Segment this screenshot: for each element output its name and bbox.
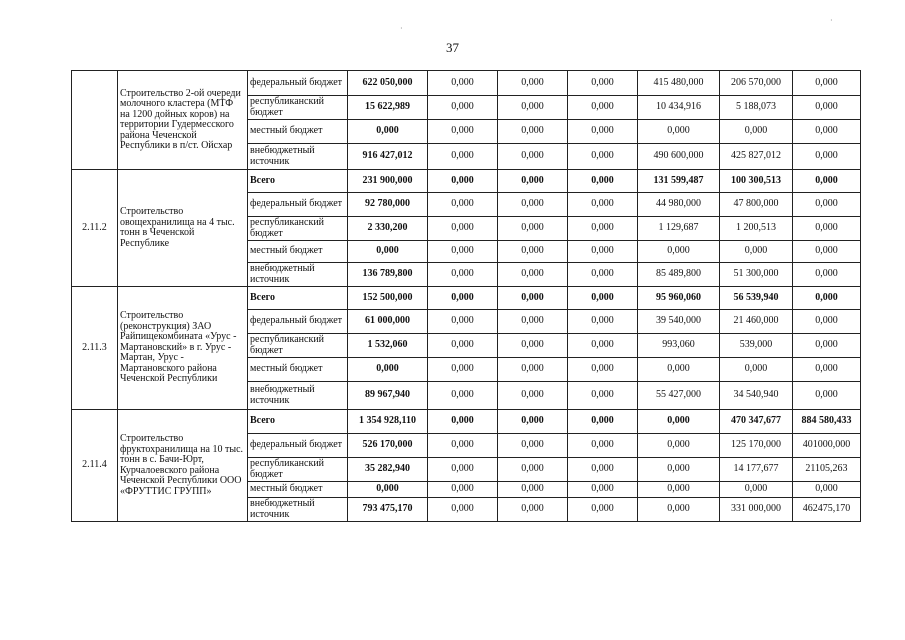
amount-cell: 0,000 [568,217,638,241]
amount-cell: 44 980,000 [638,193,720,217]
amount-cell: 0,000 [428,482,498,498]
project-name: Строительство фруктохранилища на 10 тыс. тонн в с. Бачи-Юрт, Курчалоевского района Чеченской Республики ООО «ФРУТТИС ГРУПП» [118,410,248,522]
funding-source-label: внебюджетный источник [248,144,348,170]
amount-cell: 0,000 [428,241,498,263]
amount-cell: 884 580,433 [793,410,861,434]
amount-cell: 95 960,060 [638,287,720,310]
amount-cell: 0,000 [568,144,638,170]
amount-cell: 0,000 [568,410,638,434]
amount-cell: 425 827,012 [720,144,793,170]
table-row [72,170,861,193]
table-row [72,410,861,434]
amount-cell: 0,000 [568,241,638,263]
amount-cell: 35 282,940 [348,458,428,482]
amount-cell: 0,000 [568,498,638,522]
amount-cell: 0,000 [793,144,861,170]
amount-cell: 331 000,000 [720,498,793,522]
funding-source-label: внебюджетный источник [248,382,348,410]
funding-source-label: местный бюджет [248,120,348,144]
amount-cell: 21105,263 [793,458,861,482]
amount-cell: 0,000 [498,310,568,334]
amount-cell: 916 427,012 [348,144,428,170]
amount-cell: 0,000 [568,334,638,358]
amount-cell: 39 540,000 [638,310,720,334]
amount-cell: 0,000 [428,287,498,310]
project-code: 2.11.4 [72,410,118,522]
funding-source-label: внебюджетный источник [248,263,348,287]
amount-cell: 0,000 [568,263,638,287]
table-row [72,71,861,96]
amount-cell: 0,000 [498,287,568,310]
amount-cell: 0,000 [568,310,638,334]
amount-cell: 0,000 [568,71,638,96]
amount-cell: 0,000 [568,193,638,217]
project-name: Строительство (реконструкция) ЗАО Райпищекомбината «Урус - Мартановский» в г. Урус - Мартан, Урус - Мартановского района Чеченской Республики [118,287,248,410]
amount-cell: 0,000 [568,434,638,458]
amount-cell: 0,000 [428,498,498,522]
amount-cell: 622 050,000 [348,71,428,96]
amount-cell: 0,000 [498,498,568,522]
amount-cell: 0,000 [720,482,793,498]
amount-cell: 0,000 [568,96,638,120]
amount-cell: 0,000 [498,193,568,217]
funding-source-label: республиканский бюджет [248,458,348,482]
scan-speck: · [830,16,833,25]
funding-source-label: местный бюджет [248,482,348,498]
amount-cell: 0,000 [348,120,428,144]
amount-cell: 0,000 [498,434,568,458]
funding-source-label: федеральный бюджет [248,434,348,458]
funding-source-label: федеральный бюджет [248,193,348,217]
funding-source-label: федеральный бюджет [248,310,348,334]
amount-cell: 10 434,916 [638,96,720,120]
amount-cell: 0,000 [793,287,861,310]
table-row [72,287,861,310]
amount-cell: 415 480,000 [638,71,720,96]
amount-cell: 1 354 928,110 [348,410,428,434]
amount-cell: 462475,170 [793,498,861,522]
funding-source-label: республиканский бюджет [248,96,348,120]
amount-cell: 0,000 [720,120,793,144]
amount-cell: 0,000 [720,358,793,382]
amount-cell: 21 460,000 [720,310,793,334]
amount-cell: 0,000 [428,434,498,458]
funding-source-label: республиканский бюджет [248,217,348,241]
page-number: 37 [446,40,459,55]
amount-cell: 0,000 [638,458,720,482]
amount-cell: 0,000 [428,96,498,120]
amount-cell: 0,000 [793,241,861,263]
amount-cell: 152 500,000 [348,287,428,310]
amount-cell: 0,000 [498,241,568,263]
amount-cell: 0,000 [568,120,638,144]
amount-cell: 61 000,000 [348,310,428,334]
amount-cell: 0,000 [428,410,498,434]
amount-cell: 0,000 [498,263,568,287]
amount-cell: 0,000 [348,241,428,263]
amount-cell: 526 170,000 [348,434,428,458]
amount-cell: 5 188,073 [720,96,793,120]
amount-cell: 0,000 [428,71,498,96]
funding-source-label: внебюджетный источник [248,498,348,522]
amount-cell: 0,000 [793,120,861,144]
amount-cell: 0,000 [498,217,568,241]
amount-cell: 15 622,989 [348,96,428,120]
amount-cell: 0,000 [498,382,568,410]
amount-cell: 1 532,060 [348,334,428,358]
amount-cell: 0,000 [428,120,498,144]
amount-cell: 0,000 [498,144,568,170]
budget-table [71,70,861,522]
amount-cell: 0,000 [348,358,428,382]
amount-cell: 100 300,513 [720,170,793,193]
amount-cell: 0,000 [793,96,861,120]
amount-cell: 490 600,000 [638,144,720,170]
amount-cell: 0,000 [793,170,861,193]
amount-cell: 0,000 [793,334,861,358]
amount-cell: 0,000 [568,458,638,482]
amount-cell: 401000,000 [793,434,861,458]
amount-cell: 0,000 [793,71,861,96]
amount-cell: 125 170,000 [720,434,793,458]
funding-source-label: федеральный бюджет [248,71,348,96]
amount-cell: 0,000 [428,334,498,358]
funding-source-label: Всего [248,170,348,193]
amount-cell: 0,000 [428,310,498,334]
amount-cell: 0,000 [428,358,498,382]
amount-cell: 0,000 [793,193,861,217]
amount-cell: 0,000 [793,358,861,382]
amount-cell: 0,000 [498,96,568,120]
amount-cell: 0,000 [793,310,861,334]
amount-cell: 0,000 [498,458,568,482]
amount-cell: 0,000 [498,410,568,434]
amount-cell: 0,000 [428,193,498,217]
funding-source-label: местный бюджет [248,358,348,382]
amount-cell: 14 177,677 [720,458,793,482]
funding-source-label: местный бюджет [248,241,348,263]
amount-cell: 0,000 [428,144,498,170]
amount-cell: 0,000 [428,382,498,410]
amount-cell: 51 300,000 [720,263,793,287]
amount-cell: 34 540,940 [720,382,793,410]
amount-cell: 2 330,200 [348,217,428,241]
amount-cell: 0,000 [793,382,861,410]
amount-cell: 47 800,000 [720,193,793,217]
amount-cell: 0,000 [498,482,568,498]
amount-cell: 0,000 [498,71,568,96]
amount-cell: 0,000 [793,482,861,498]
amount-cell: 0,000 [428,217,498,241]
amount-cell: 0,000 [638,410,720,434]
amount-cell: 0,000 [428,458,498,482]
amount-cell: 0,000 [638,482,720,498]
amount-cell: 136 789,800 [348,263,428,287]
amount-cell: 231 900,000 [348,170,428,193]
amount-cell: 470 347,677 [720,410,793,434]
amount-cell: 0,000 [498,334,568,358]
amount-cell: 0,000 [568,482,638,498]
scan-speck: · [400,24,403,33]
amount-cell: 0,000 [428,170,498,193]
amount-cell: 0,000 [638,241,720,263]
amount-cell: 0,000 [638,120,720,144]
amount-cell: 0,000 [638,498,720,522]
amount-cell: 1 200,513 [720,217,793,241]
amount-cell: 0,000 [720,241,793,263]
amount-cell: 0,000 [638,434,720,458]
amount-cell: 0,000 [428,263,498,287]
amount-cell: 993,060 [638,334,720,358]
amount-cell: 206 570,000 [720,71,793,96]
amount-cell: 0,000 [568,170,638,193]
project-name: Строительство 2-ой очереди молочного кластера (МТФ на 1200 дойных коров) на территории Гудермесского района Чеченской Республики в п/ст. Ойсхар [118,71,248,170]
amount-cell: 0,000 [348,482,428,498]
amount-cell: 0,000 [498,170,568,193]
amount-cell: 89 967,940 [348,382,428,410]
project-code: 2.11.3 [72,287,118,410]
project-name: Строительство овощехранилища на 4 тыс. тонн в Чеченской Республике [118,170,248,287]
amount-cell: 0,000 [793,217,861,241]
amount-cell: 55 427,000 [638,382,720,410]
amount-cell: 0,000 [568,287,638,310]
amount-cell: 539,000 [720,334,793,358]
amount-cell: 0,000 [568,382,638,410]
funding-source-label: Всего [248,410,348,434]
amount-cell: 0,000 [793,263,861,287]
project-code: 2.11.2 [72,170,118,287]
amount-cell: 131 599,487 [638,170,720,193]
amount-cell: 56 539,940 [720,287,793,310]
amount-cell: 1 129,687 [638,217,720,241]
amount-cell: 92 780,000 [348,193,428,217]
amount-cell: 0,000 [498,120,568,144]
funding-source-label: Всего [248,287,348,310]
project-code [72,71,118,170]
amount-cell: 793 475,170 [348,498,428,522]
amount-cell: 0,000 [638,358,720,382]
amount-cell: 0,000 [498,358,568,382]
amount-cell: 0,000 [568,358,638,382]
amount-cell: 85 489,800 [638,263,720,287]
funding-source-label: республиканский бюджет [248,334,348,358]
